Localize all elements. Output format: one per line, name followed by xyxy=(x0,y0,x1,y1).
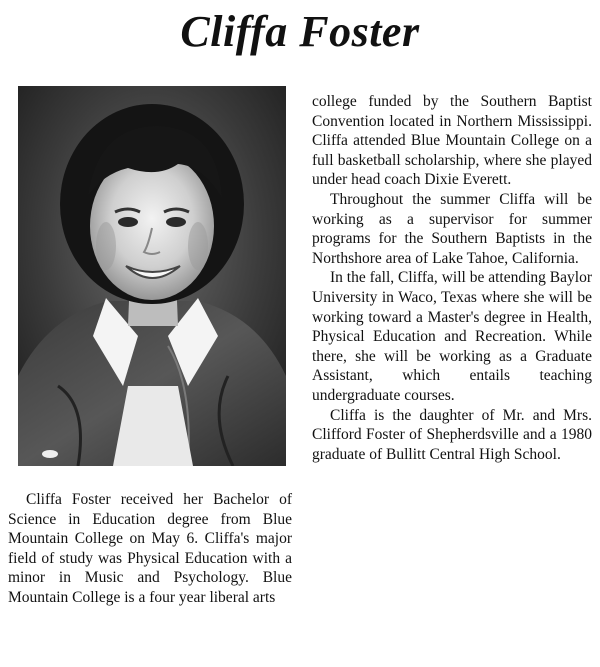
article-paragraph-3: In the fall, Cliffa, will be attending Baylor University in Waco, Texas where she will be working toward a Master's degree in Health, Physical Education and Recreation. While there, she will be working as a Graduate Assistant, which entails teaching undergraduate courses. xyxy=(312,269,592,404)
article-paragraph-1-continued: college funded by the Southern Baptist Convention located in Northern Mississippi. Cliffa attended Blue Mountain College on a full basketball scholarship, where she played under head coach Dixie Everett. xyxy=(312,93,592,189)
portrait-photo xyxy=(18,86,286,466)
article-paragraph-4: Cliffa is the daughter of Mr. and Mrs. Clifford Foster of Shepherdsville and a 1980 graduate of Bullitt Central High School. xyxy=(312,406,592,463)
article-paragraph-1: Cliffa Foster received her Bachelor of Science in Education degree from Blue Mountain College on May 6. Cliffa's major field of study was Physical Education with a minor in Music and Psychology. Blue Mountain College is a four year liberal arts xyxy=(8,491,292,606)
article-column-left xyxy=(8,490,292,608)
article-column-right xyxy=(312,92,592,464)
portrait-illustration xyxy=(18,86,286,466)
headline: Cliffa Foster xyxy=(180,7,420,56)
article-paragraph-2: Throughout the summer Cliffa will be working as a supervisor for summer programs for the Southern Baptists in the Northshore area of Lake Tahoe, California. xyxy=(312,190,592,267)
